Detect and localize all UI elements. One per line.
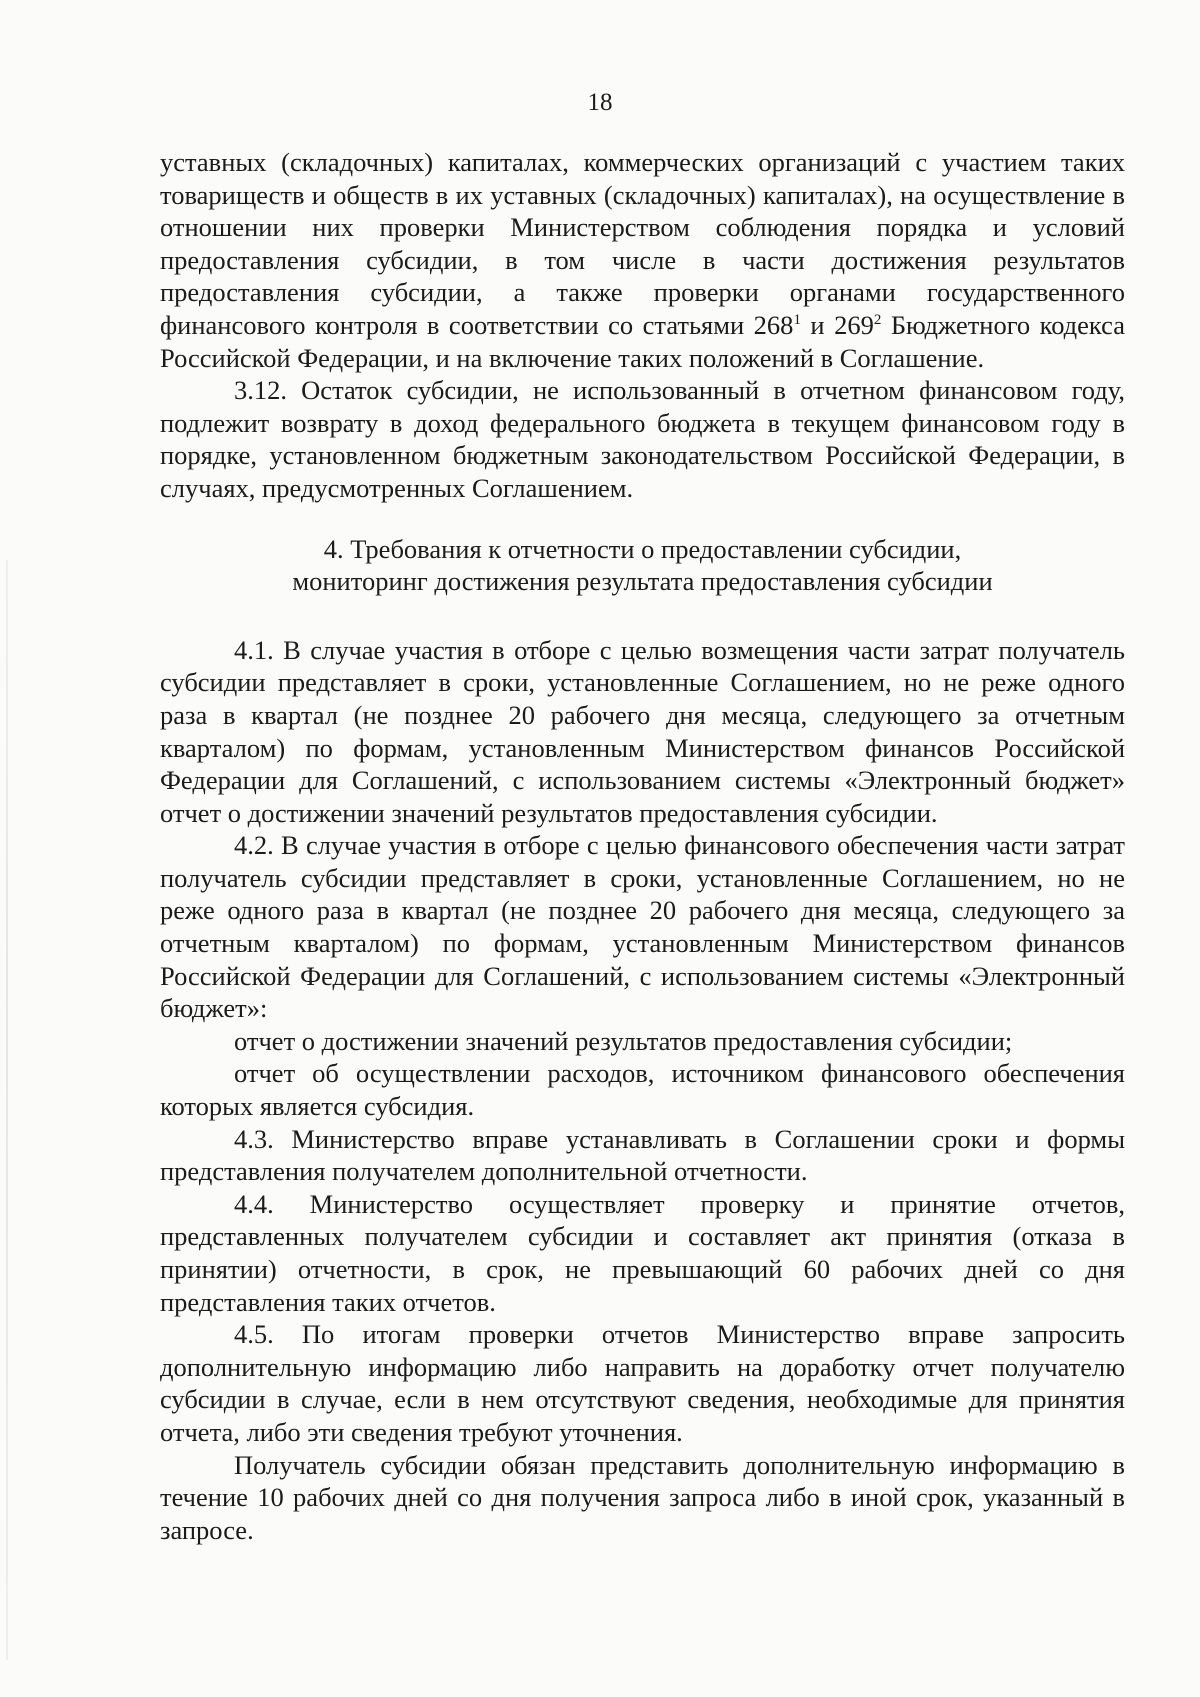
paragraph-continued bbox=[160, 146, 1125, 374]
scan-edge-artifact bbox=[6, 560, 8, 1660]
paragraph-4-2: 4.2. В случае участия в отборе с целью финансового обеспечения части затрат получатель субсидии представляет в сроки, установленные Соглашением, но не реже одного раза в квартал (не позднее 20 рабочего дня месяца, следующего за отчетным кварталом) по формам, установленным Министерством финансов Российской Федерации для Соглашений, с использованием системы «Электронный бюджет»: bbox=[160, 830, 1125, 1024]
paragraph-4-2-item-2: отчет об осуществлении расходов, источником финансового обеспечения которых является субсидия. bbox=[160, 1058, 1125, 1122]
superscript-2: 2 bbox=[873, 312, 882, 329]
section-4-heading bbox=[160, 533, 1125, 598]
paragraph-continued-text-b: и 269 bbox=[800, 309, 874, 340]
paragraph-4-2-item-1: отчет о достижении значений результатов предоставления субсидии; bbox=[234, 1025, 1013, 1056]
paragraph-4-4: 4.4. Министерство осуществляет проверку и принятие отчетов, представленных получателем субсидии и составляет акт принятия (отказа в принятии) отчетности, в срок, не превышающий 60 рабочих дней со дня представления таких отчетов. bbox=[160, 1188, 1125, 1317]
section-4-heading-line-2: мониторинг достижения результата предоставления субсидии bbox=[292, 566, 993, 597]
document-body bbox=[160, 146, 1125, 1546]
paragraph-4-5: 4.5. По итогам проверки отчетов Министерство вправе запросить дополнительную информацию либо направить на доработку отчет получателю субсидии в случае, если в нем отсутствуют сведения, необходимые для принятия отчета, либо эти сведения требуют уточнения. bbox=[160, 1319, 1125, 1447]
paragraph-continued-text-a: уставных (складочных) капиталах, коммерческих организаций с участием таких товариществ и обществ в их уставных (складочных) капиталах), на осуществление в отношении них проверки Министерством соблюдения порядка и условий предоставления субсидии, в том числе в части достижения результатов предоставления субсидии, а также проверки органами государственного финансового контроля в соответствии со статьями 268 bbox=[160, 147, 1125, 340]
paragraph-4-1: 4.1. В случае участия в отборе с целью возмещения части затрат получатель субсидии представляет в сроки, установленные Соглашением, но не реже одного раза в квартал (не позднее 20 рабочего дня месяца, следующего за отчетным кварталом) по формам, установленным Министерством финансов Российской Федерации для Соглашений, с использованием системы «Электронный бюджет» отчет о достижении значений результатов предоставления субсидии. bbox=[160, 634, 1125, 828]
section-4-heading-line-1: 4. Требования к отчетности о предоставлении субсидии, bbox=[323, 533, 962, 564]
paragraph-3-12: 3.12. Остаток субсидии, не использованный в отчетном финансовом году, подлежит возврату в доход федерального бюджета в текущем финансовом году в порядке, установленном бюджетным законодательством Российской Федерации, в случаях, предусмотренных Соглашением. bbox=[160, 375, 1125, 503]
paragraph-continued-text-c: Бюджетного кодекса Российской Федерации, и на включение таких положений в Соглашение. bbox=[160, 309, 1125, 373]
paragraph-4-5-continuation: Получатель субсидии обязан представить дополнительную информацию в течение 10 рабочих дней со дня получения запроса либо в иной срок, указанный в запросе. bbox=[160, 1449, 1125, 1545]
page-number: 18 bbox=[587, 89, 613, 116]
paragraph-4-3: 4.3. Министерство вправе устанавливать в Соглашении сроки и формы представления получателем дополнительной отчетности. bbox=[160, 1123, 1125, 1187]
superscript-1: 1 bbox=[793, 312, 801, 329]
